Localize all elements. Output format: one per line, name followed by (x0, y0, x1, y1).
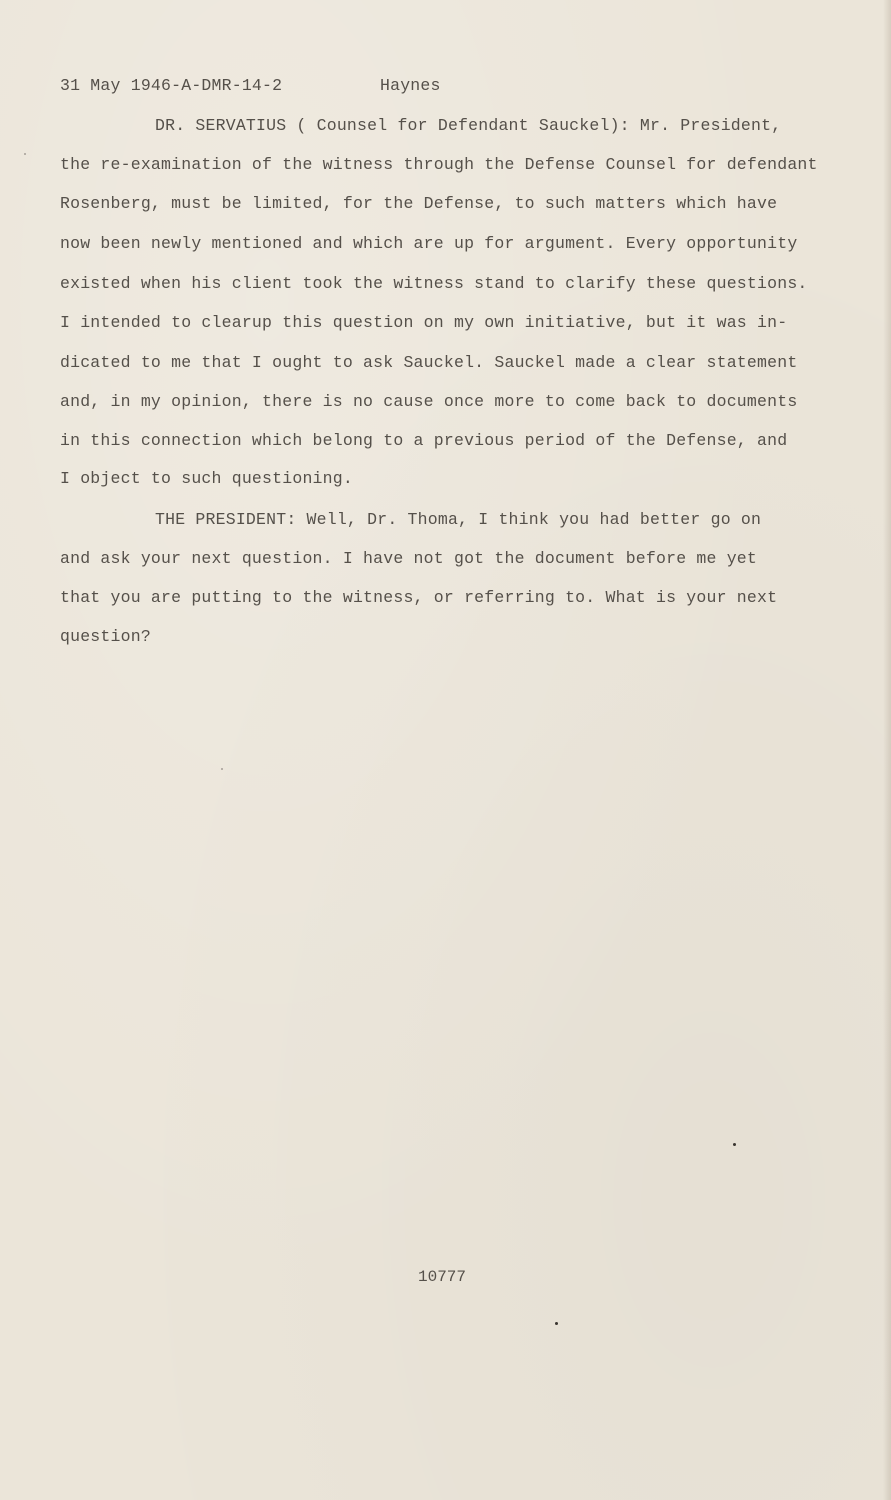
paper-speck (733, 1143, 736, 1146)
body-line: and, in my opinion, there is no cause once more to come back to documents (60, 392, 798, 411)
body-line: I object to such questioning. (60, 469, 353, 488)
header-reference: 31 May 1946-A-DMR-14-2 (60, 76, 283, 95)
body-line: Rosenberg, must be limited, for the Defense, to such matters which have (60, 194, 778, 213)
page-edge-shadow (883, 0, 891, 1500)
body-line: existed when his client took the witness stand to clarify these questions. (60, 274, 808, 293)
body-line: in this connection which belong to a previous period of the Defense, and (60, 431, 788, 450)
body-line: now been newly mentioned and which are up for argument. Every opportunity (60, 234, 798, 253)
body-line: THE PRESIDENT: Well, Dr. Thoma, I think you had better go on (155, 510, 762, 529)
body-line: that you are putting to the witness, or referring to. What is your next (60, 588, 778, 607)
page-number: 10777 (418, 1268, 467, 1286)
body-line: the re-examination of the witness through the Defense Counsel for defendant (60, 155, 818, 174)
paper-speck (555, 1322, 558, 1325)
paper-speck (24, 153, 26, 155)
body-line: DR. SERVATIUS ( Counsel for Defendant Sauckel): Mr. President, (155, 116, 782, 135)
header-reporter: Haynes (380, 76, 441, 95)
body-line: question? (60, 627, 151, 646)
body-line: dicated to me that I ought to ask Sauckel. Sauckel made a clear statement (60, 353, 798, 372)
body-line: and ask your next question. I have not got the document before me yet (60, 549, 758, 568)
body-line: I intended to clearup this question on my own initiative, but it was in- (60, 313, 788, 332)
paper-speck (221, 768, 223, 770)
